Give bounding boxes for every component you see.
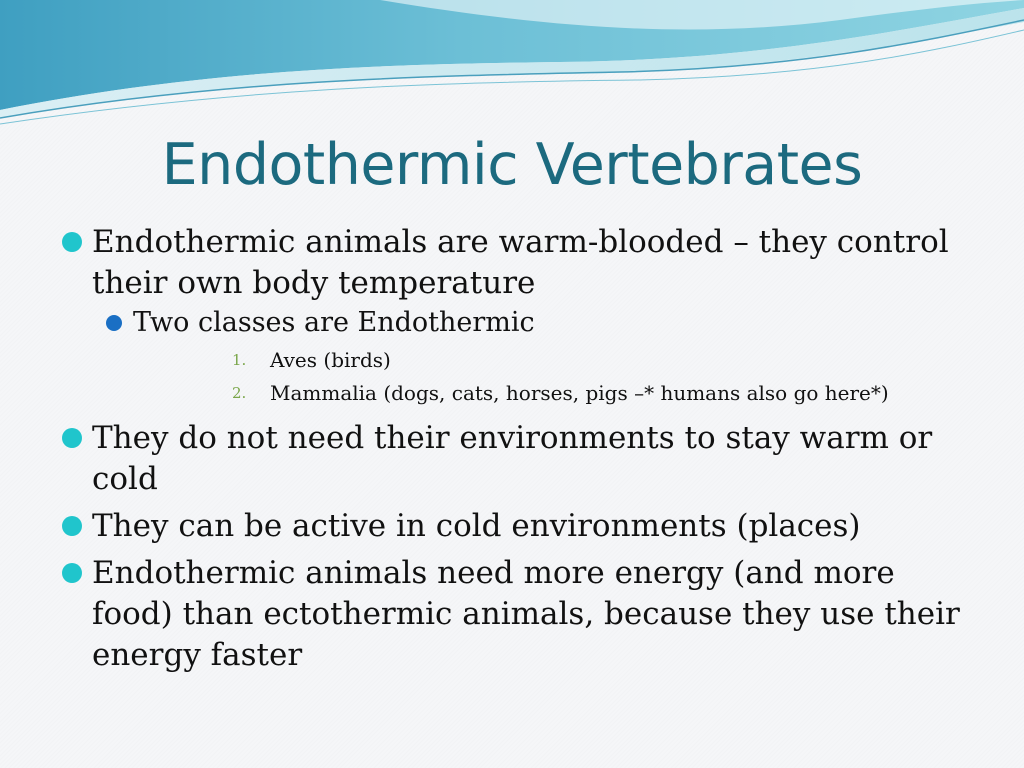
bullet-item-active-in-cold [60,506,980,547]
item-number: 2. [232,384,247,402]
slide-title: Endothermic Vertebrates [161,132,863,198]
numbered-item-text: Mammalia (dogs, cats, horses, pigs –* humans also go here*) [270,381,889,405]
numbered-item-text: Aves (birds) [270,348,391,372]
bullet-dot-icon [62,516,82,536]
item-number: 1. [232,351,247,369]
bullet-text: They do not need their environments to stay warm or cold [92,420,933,497]
sub-bullet-dot-icon [106,315,122,331]
slide-body [60,222,980,682]
bullet-item-environments [60,418,980,500]
bullet-item-warm-blooded [60,222,980,304]
bullet-dot-icon [62,563,82,583]
bullet-text: Endothermic animals are warm-blooded – they control their own body temperature [92,224,949,301]
bullet-dot-icon [62,232,82,252]
bullet-text: Endothermic animals need more energy (and more food) than ectothermic animals, because they use their energy faster [92,555,960,673]
numbered-item-mammalia [60,377,980,410]
bullet-text: They can be active in cold environments (places) [92,508,861,544]
bullet-item-more-energy [60,553,980,676]
numbered-item-aves [60,344,980,377]
header-wave-decoration [0,0,1024,130]
sub-bullet-text: Two classes are Endothermic [133,307,535,338]
sub-bullet-item-two-classes [60,306,980,340]
bullet-dot-icon [62,428,82,448]
